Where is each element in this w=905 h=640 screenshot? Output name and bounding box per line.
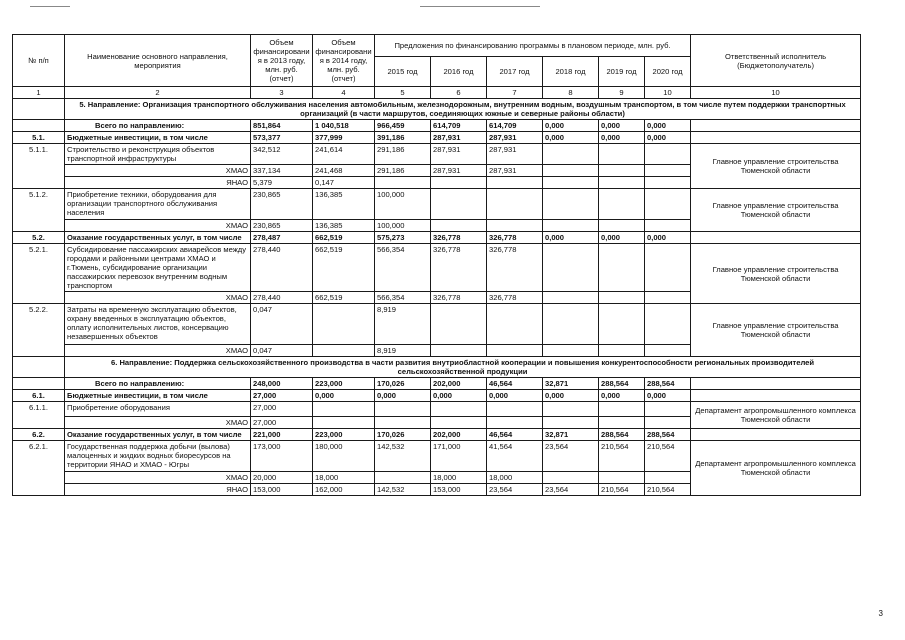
row-label: Бюджетные инвестиции, в том числе	[65, 390, 251, 402]
cell-value: 573,377	[251, 132, 313, 144]
row-number: 6.2.1.	[13, 441, 65, 496]
row-label: Затраты на временную эксплуатацию объектов, охрану введенных в эксплуатацию объектов, оплату исполнительных листов, консервацию незавершенных объектов	[65, 304, 251, 345]
col-index: 4	[313, 87, 375, 99]
row-5-1-2	[13, 189, 861, 220]
cell-value: 153,000	[251, 484, 313, 496]
cell-value: 377,999	[313, 132, 375, 144]
cell-value: 210,564	[599, 441, 645, 472]
cell-value: 662,519	[313, 244, 375, 292]
row-5-1-1	[13, 144, 861, 165]
cell-value: 142,532	[375, 441, 431, 472]
cell-value: 288,564	[599, 378, 645, 390]
row-label: Приобретение оборудования	[65, 402, 251, 417]
section-6-title-row	[13, 357, 861, 378]
region-label: ХМАО	[225, 346, 248, 355]
cell-value: 202,000	[431, 429, 487, 441]
region-label: ХМАО	[225, 473, 248, 482]
cell-value: 162,000	[313, 484, 375, 496]
header-2014: Объем финансировани я в 2014 году, млн. руб. (отчет)	[313, 35, 375, 87]
cell-value: 575,273	[375, 232, 431, 244]
cell-value: 46,564	[487, 429, 543, 441]
cell-value: 326,778	[431, 244, 487, 292]
cell-value: 662,519	[313, 232, 375, 244]
row-5-2-1	[13, 244, 861, 292]
cell-value: 27,000	[251, 417, 313, 429]
section-5-title-row	[13, 99, 861, 120]
cell-value: 851,864	[251, 120, 313, 132]
col-index: 3	[251, 87, 313, 99]
cell-value: 0,000	[313, 390, 375, 402]
cell-value: 566,354	[375, 244, 431, 292]
cell-value: 278,440	[251, 292, 313, 304]
cell-value: 136,385	[313, 189, 375, 220]
row-number: 6.1.1.	[13, 402, 65, 429]
row-6-1-1	[13, 402, 861, 417]
col-index: 1	[13, 87, 65, 99]
row-number: 5.1.2.	[13, 189, 65, 232]
col-index: 7	[487, 87, 543, 99]
scan-top-rule	[420, 6, 540, 7]
page-number: 3	[878, 609, 883, 618]
cell-value: 0,147	[313, 177, 375, 189]
cell-value: 0,000	[431, 390, 487, 402]
row-label: Государственная поддержка добычи (вылова) малоценных и жидких водных биоресурсов на территории ЯНАО и ХМАО - Югры	[65, 441, 251, 472]
cell-value: 662,519	[313, 292, 375, 304]
cell-value: 0,000	[543, 120, 599, 132]
cell-value: 27,000	[251, 402, 313, 417]
cell-value: 170,026	[375, 378, 431, 390]
cell-value: 326,778	[431, 232, 487, 244]
responsible-executor: Главное управление строительства Тюменской области	[691, 144, 861, 189]
header-year: 2018 год	[543, 57, 599, 87]
cell-value: 291,186	[375, 144, 431, 165]
cell-value: 1 040,518	[313, 120, 375, 132]
cell-value: 23,564	[543, 441, 599, 472]
responsible-executor: Главное управление строительства Тюменской области	[691, 244, 861, 304]
cell-value: 287,931	[487, 144, 543, 165]
cell-value: 136,385	[313, 220, 375, 232]
row-6-2-1	[13, 441, 861, 472]
cell-value: 287,931	[431, 144, 487, 165]
cell-value: 210,564	[645, 484, 691, 496]
cell-value: 0,000	[487, 390, 543, 402]
cell-value: 291,186	[375, 165, 431, 177]
cell-value: 180,000	[313, 441, 375, 472]
row-label: Оказание государственных услуг, в том числе	[65, 232, 251, 244]
cell-value: 0,047	[251, 345, 313, 357]
cell-value: 142,532	[375, 484, 431, 496]
region-label: ХМАО	[225, 166, 248, 175]
cell-value: 0,000	[645, 232, 691, 244]
cell-value: 288,564	[599, 429, 645, 441]
row-label: Всего по направлению:	[65, 378, 251, 390]
cell-value: 966,459	[375, 120, 431, 132]
cell-value: 326,778	[431, 292, 487, 304]
cell-value: 0,000	[645, 390, 691, 402]
row-6-2	[13, 429, 861, 441]
cell-value: 18,000	[487, 472, 543, 484]
section-5-title: 5. Направление: Организация транспортного обслуживания населения автомобильным, железнодорожным, внутренним водным, воздушным транспортом, в том числе путем поддержки транспортных организаций (в части маршрутов, соединяющих южные и северные районы области)	[65, 99, 861, 120]
header-year: 2016 год	[431, 57, 487, 87]
row-5-2-2	[13, 304, 861, 345]
cell-value: 0,000	[543, 132, 599, 144]
cell-value: 20,000	[251, 472, 313, 484]
cell-value: 41,564	[487, 441, 543, 472]
row-label: Строительство и реконструкция объектов транспортной инфраструктуры	[65, 144, 251, 165]
row-label: Приобретение техники, оборудования для организации транспортного обслуживания населения	[65, 189, 251, 220]
col-index: 10	[691, 87, 861, 99]
row-label: Бюджетные инвестиции, в том числе	[65, 132, 251, 144]
header-year: 2015 год	[375, 57, 431, 87]
cell-value: 23,564	[543, 484, 599, 496]
row-5-1	[13, 132, 861, 144]
cell-value: 342,512	[251, 144, 313, 165]
table-header-row	[13, 35, 861, 57]
financing-table	[12, 34, 861, 496]
cell-value: 8,919	[375, 345, 431, 357]
header-year: 2020 год	[645, 57, 691, 87]
col-index: 2	[65, 87, 251, 99]
cell-value: 46,564	[487, 378, 543, 390]
section-5-total-row	[13, 120, 861, 132]
cell-value: 0,000	[543, 232, 599, 244]
cell-value: 153,000	[431, 484, 487, 496]
cell-value: 210,564	[599, 484, 645, 496]
cell-value: 230,865	[251, 220, 313, 232]
row-number: 6.2.	[13, 429, 65, 441]
cell-value: 278,487	[251, 232, 313, 244]
row-label: Субсидирование пассажирских авиарейсов между городами и районными центрами ХМАО и г.Тюмень, субсидирование организации пассажирских перевозок внутренним водным транспортом	[65, 244, 251, 292]
cell-value: 170,026	[375, 429, 431, 441]
cell-value: 0,000	[599, 390, 645, 402]
cell-value: 32,871	[543, 378, 599, 390]
cell-value: 210,564	[645, 441, 691, 472]
row-number: 6.1.	[13, 390, 65, 402]
cell-value: 566,354	[375, 292, 431, 304]
row-label: Оказание государственных услуг, в том числе	[65, 429, 251, 441]
cell-value: 171,000	[431, 441, 487, 472]
cell-value: 326,778	[487, 244, 543, 292]
cell-value: 100,000	[375, 220, 431, 232]
cell-value: 248,000	[251, 378, 313, 390]
cell-value: 278,440	[251, 244, 313, 292]
region-label: ЯНАО	[226, 178, 248, 187]
row-6-1	[13, 390, 861, 402]
region-label: ХМАО	[225, 418, 248, 427]
header-year: 2017 год	[487, 57, 543, 87]
row-5-2	[13, 232, 861, 244]
cell-value: 288,564	[645, 378, 691, 390]
responsible-executor: Департамент агропромышленного комплекса Тюменской области	[691, 441, 861, 496]
row-label: Всего по направлению:	[65, 120, 251, 132]
section-6-title: 6. Направление: Поддержка сельскохозяйственного производства в части развития внутриобластной кооперации и повышения конкурентоспособности региональных производителей сельскохозяйственной продукции	[65, 357, 861, 378]
cell-value: 23,564	[487, 484, 543, 496]
cell-value: 0,000	[375, 390, 431, 402]
region-label: ХМАО	[225, 293, 248, 302]
cell-value: 391,186	[375, 132, 431, 144]
cell-value: 223,000	[313, 429, 375, 441]
cell-value: 287,931	[487, 132, 543, 144]
row-number: 5.1.	[13, 132, 65, 144]
col-index: 10	[645, 87, 691, 99]
cell-value: 337,134	[251, 165, 313, 177]
cell-value: 100,000	[375, 189, 431, 220]
responsible-executor: Департамент агропромышленного комплекса Тюменской области	[691, 402, 861, 429]
section-6-total-row	[13, 378, 861, 390]
col-index: 6	[431, 87, 487, 99]
cell-value: 0,047	[251, 304, 313, 345]
cell-value: 202,000	[431, 378, 487, 390]
col-index: 8	[543, 87, 599, 99]
cell-value: 5,379	[251, 177, 313, 189]
cell-value: 18,000	[431, 472, 487, 484]
cell-value: 241,468	[313, 165, 375, 177]
cell-value: 0,000	[645, 132, 691, 144]
cell-value: 0,000	[599, 120, 645, 132]
cell-value: 614,709	[431, 120, 487, 132]
cell-value: 173,000	[251, 441, 313, 472]
row-number: 5.2.1.	[13, 244, 65, 304]
col-index: 9	[599, 87, 645, 99]
cell-value: 0,000	[543, 390, 599, 402]
cell-value: 287,931	[431, 132, 487, 144]
cell-value: 614,709	[487, 120, 543, 132]
column-index-row	[13, 87, 861, 99]
row-number: 5.2.	[13, 232, 65, 244]
region-label: ХМАО	[225, 221, 248, 230]
header-year: 2019 год	[599, 57, 645, 87]
header-2013: Объем финансировани я в 2013 году, млн. руб. (отчет)	[251, 35, 313, 87]
header-no: № п/п	[13, 35, 65, 87]
cell-value: 221,000	[251, 429, 313, 441]
cell-value: 241,614	[313, 144, 375, 165]
header-name: Наименование основного направления, мероприятия	[65, 35, 251, 87]
responsible-executor: Главное управление строительства Тюменской области	[691, 189, 861, 232]
cell-value: 287,931	[431, 165, 487, 177]
region-label: ЯНАО	[226, 485, 248, 494]
col-index: 5	[375, 87, 431, 99]
cell-value: 326,778	[487, 232, 543, 244]
cell-value: 8,919	[375, 304, 431, 345]
row-number: 5.1.1.	[13, 144, 65, 189]
cell-value: 288,564	[645, 429, 691, 441]
header-executor: Ответственный исполнитель (Бюджетополучатель)	[691, 35, 861, 87]
cell-value: 0,000	[645, 120, 691, 132]
cell-value: 0,000	[599, 232, 645, 244]
cell-value: 287,931	[487, 165, 543, 177]
cell-value: 223,000	[313, 378, 375, 390]
cell-value: 0,000	[599, 132, 645, 144]
cell-value: 18,000	[313, 472, 375, 484]
scan-top-rule	[30, 6, 70, 7]
header-proposals: Предложения по финансированию программы в плановом периоде, млн. руб.	[375, 35, 691, 57]
cell-value: 32,871	[543, 429, 599, 441]
cell-value: 326,778	[487, 292, 543, 304]
cell-value: 230,865	[251, 189, 313, 220]
row-number: 5.2.2.	[13, 304, 65, 357]
responsible-executor: Главное управление строительства Тюменской области	[691, 304, 861, 357]
cell-value: 27,000	[251, 390, 313, 402]
